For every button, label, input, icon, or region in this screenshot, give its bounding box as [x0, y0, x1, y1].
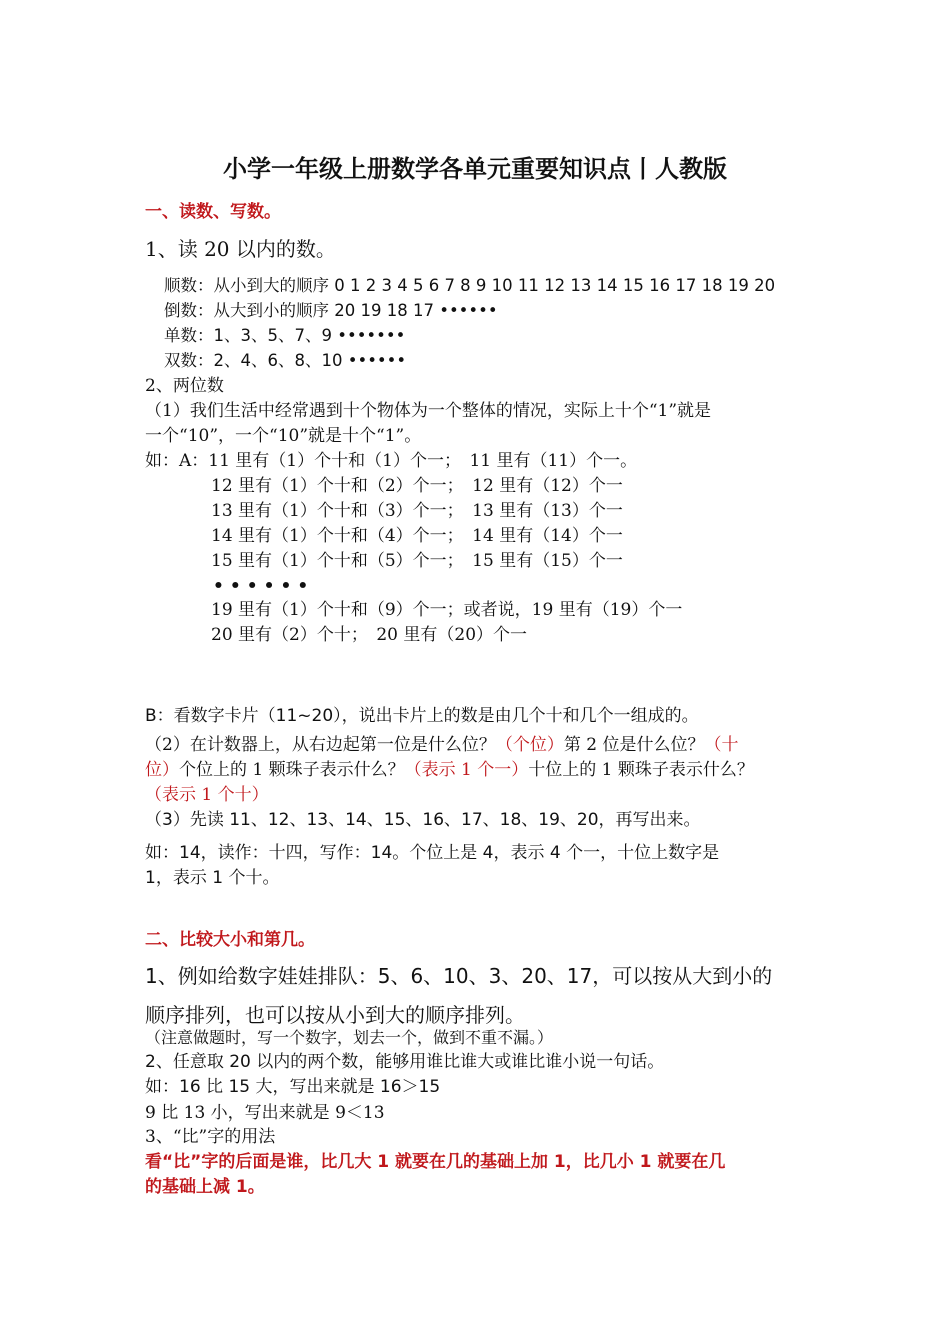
- example-a-line: 13 里有（1）个十和（3）个一； 13 里有（13）个一: [211, 501, 623, 521]
- section2-item1-line2: 顺序排列，也可以按从小到大的顺序排列。: [145, 1003, 525, 1027]
- shunshu-line: 顺数：从小到大的顺序 0 1 2 3 4 5 6 7 8 9 10 11 12 13 14 15 16 17 18 19 20: [164, 276, 776, 295]
- p2-answer: （个位）: [495, 735, 564, 755]
- section1-item1: 1、读 20 以内的数。: [145, 237, 336, 261]
- rule-line2: 的基础上减 1。: [145, 1177, 265, 1197]
- section1-heading: 一、读数、写数。: [145, 202, 281, 222]
- daoshu-line: 倒数：从大到小的顺序 20 19 18 17 ••••••: [164, 301, 498, 320]
- example-a-line: 19 里有（1）个十和（9）个一；或者说，19 里有（19）个一: [211, 600, 683, 620]
- example-a-line: 如：A：11 里有（1）个十和（1）个一； 11 里有（11）个一。: [145, 451, 638, 471]
- section2-item3: 3、“比”字的用法: [145, 1127, 276, 1147]
- section2-heading: 二、比较大小和第几。: [145, 930, 315, 950]
- example-b-line: B：看数字卡片（11~20），说出卡片上的数是由几个十和几个一组成的。: [145, 706, 699, 726]
- p2-text: 个位上的 1 颗珠子表示什么？: [179, 760, 405, 780]
- section2-item1-line1: 1、例如给数字娃娃排队：5、6、10、3、20、17，可以按从大到小的: [145, 964, 773, 988]
- paragraph1-line2: 一个“10”，一个“10”就是十个“1”。: [145, 426, 422, 446]
- paragraph2-line1: [145, 734, 738, 756]
- danshu-line: 单数：1、3、5、7、9 •••••••: [164, 326, 406, 345]
- page-title: 小学一年级上册数学各单元重要知识点丨人教版: [223, 155, 727, 183]
- example-a-line: 20 里有（2）个十； 20 里有（20）个一: [211, 625, 528, 645]
- p2-answer: 位）: [145, 760, 179, 780]
- p2-text: （2）在计数器上，从右边起第一位是什么位？: [145, 735, 496, 755]
- paragraph1-line1: （1）我们生活中经常遇到十个物体为一个整体的情况，实际上十个“1”就是: [145, 401, 712, 421]
- ellipsis-dots: ••••••: [213, 576, 315, 596]
- example-14-line1: 如：14，读作：十四，写作：14。个位上是 4，表示 4 个一，十位上数字是: [145, 843, 720, 863]
- section2-example1: 如：16 比 15 大，写出来就是 16＞15: [145, 1077, 441, 1097]
- section2-item2: 2、任意取 20 以内的两个数，能够用谁比谁大或谁比谁小说一句话。: [145, 1052, 665, 1072]
- shuangshu-line: 双数：2、4、6、8、10 ••••••: [164, 351, 407, 370]
- example-14-line2: 1，表示 1 个十。: [145, 868, 280, 888]
- rule-line1: 看“比”字的后面是谁，比几大 1 就要在几的基础上加 1，比几小 1 就要在几: [145, 1152, 726, 1172]
- example-a-line: 12 里有（1）个十和（2）个一； 12 里有（12）个一: [211, 476, 623, 496]
- p2-text: 第 2 位是什么位？: [563, 735, 705, 755]
- section2-note: （注意做题时，写一个数字，划去一个，做到不重不漏。）: [145, 1028, 554, 1047]
- p2-answer: （表示 1 个一）: [404, 760, 529, 780]
- paragraph2-line2: [145, 759, 754, 781]
- p2-text: 十位上的 1 颗珠子表示什么？: [528, 760, 754, 780]
- paragraph3: （3）先读 11、12、13、14、15、16、17、18、19、20，再写出来。: [145, 810, 701, 830]
- section1-item2: 2、两位数: [145, 376, 224, 396]
- section2-example2: 9 比 13 小，写出来就是 9＜13: [145, 1103, 385, 1123]
- paragraph2-line3: （表示 1 个十）: [145, 785, 269, 805]
- example-a-line: 15 里有（1）个十和（5）个一； 15 里有（15）个一: [211, 551, 623, 571]
- example-a-line: 14 里有（1）个十和（4）个一； 14 里有（14）个一: [211, 526, 623, 546]
- p2-answer: （十: [704, 735, 739, 755]
